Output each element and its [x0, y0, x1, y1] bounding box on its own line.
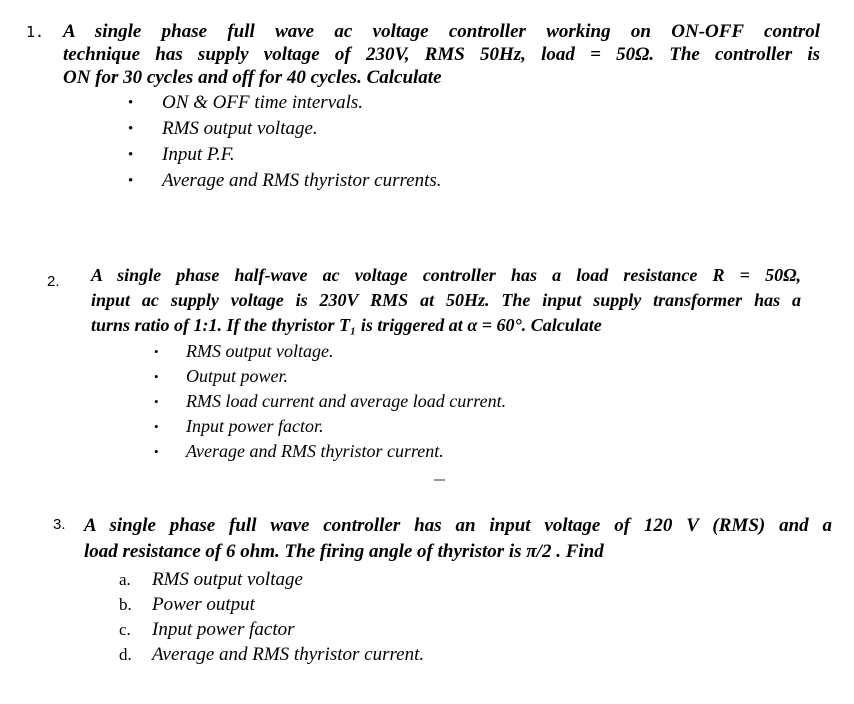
sub-question-list [128, 90, 826, 194]
sub-question-text: Input power factor [152, 619, 295, 640]
sub-question [154, 414, 807, 439]
question-number: 1. [26, 23, 45, 41]
sub-question [128, 90, 826, 116]
bullet-icon: • [128, 173, 134, 189]
item-letter: a. [119, 570, 131, 589]
question-text-line: load resistance of 6 ohm. The firing angle of thyristor is π/2 . Find [84, 541, 604, 562]
sub-question [154, 364, 807, 389]
sub-question-list [119, 567, 843, 667]
sub-question-text: Input power factor. [186, 416, 324, 436]
item-letter: d. [119, 645, 132, 664]
bullet-icon: • [154, 444, 159, 459]
question-2 [47, 263, 807, 464]
bullet-icon: • [154, 369, 159, 384]
question-text-line: input ac supply voltage is 230V RMS at 50Hz. The input supply transformer has a [91, 290, 801, 310]
question-text-line: ON for 30 cycles and off for 40 cycles. Calculate [63, 67, 442, 88]
sub-question [119, 617, 843, 642]
bullet-icon: • [154, 419, 159, 434]
sub-question-text: RMS output voltage. [162, 118, 318, 139]
question-text-line: A single phase full wave ac voltage controller working on ON-OFF control [63, 21, 820, 42]
question-text [84, 513, 832, 565]
question-text [91, 263, 801, 338]
question-text [63, 20, 820, 89]
sub-question [119, 642, 843, 667]
question-3 [53, 513, 843, 667]
bullet-icon: • [154, 394, 159, 409]
sub-question-text: RMS output voltage. [186, 341, 334, 361]
item-letter: b. [119, 595, 132, 614]
sub-question-text: RMS output voltage [152, 569, 303, 590]
sub-question [119, 592, 843, 617]
sub-question-text: Input P.F. [162, 144, 235, 165]
sub-question [119, 567, 843, 592]
question-number: 3. [53, 516, 66, 533]
question-1 [26, 20, 826, 194]
question-number: 2. [47, 273, 60, 290]
sub-question [128, 116, 826, 142]
sub-question-text: Power output [152, 594, 255, 615]
question-text-line: A single phase half-wave ac voltage controller has a load resistance R = 50Ω, [91, 265, 801, 285]
sub-question-text: Output power. [186, 366, 289, 386]
sub-question-text: ON & OFF time intervals. [162, 92, 364, 113]
question-text-line: technique has supply voltage of 230V, RMS 50Hz, load = 50Ω. The controller is [63, 44, 820, 65]
bullet-icon: • [154, 344, 159, 359]
question-text-line: turns ratio of 1:1. If the thyristor T₁ is triggered at α = 60°. Calculate [91, 315, 602, 335]
item-letter: c. [119, 620, 131, 639]
sub-question-text: Average and RMS thyristor currents. [162, 170, 442, 191]
bullet-icon: • [128, 121, 134, 137]
question-text-line: A single phase full wave controller has an input voltage of 120 V (RMS) and a [84, 515, 832, 536]
sub-question-list [154, 339, 807, 464]
sub-question-text: Average and RMS thyristor current. [186, 441, 444, 461]
sub-question-text: RMS load current and average load current. [186, 391, 507, 411]
bullet-icon: • [128, 147, 134, 163]
sub-question [154, 339, 807, 364]
bullet-icon: • [128, 95, 134, 111]
sub-question [128, 142, 826, 168]
sub-question [154, 439, 807, 464]
stray-mark [434, 479, 445, 481]
sub-question-text: Average and RMS thyristor current. [152, 644, 425, 665]
sub-question [154, 389, 807, 414]
sub-question [128, 168, 826, 194]
